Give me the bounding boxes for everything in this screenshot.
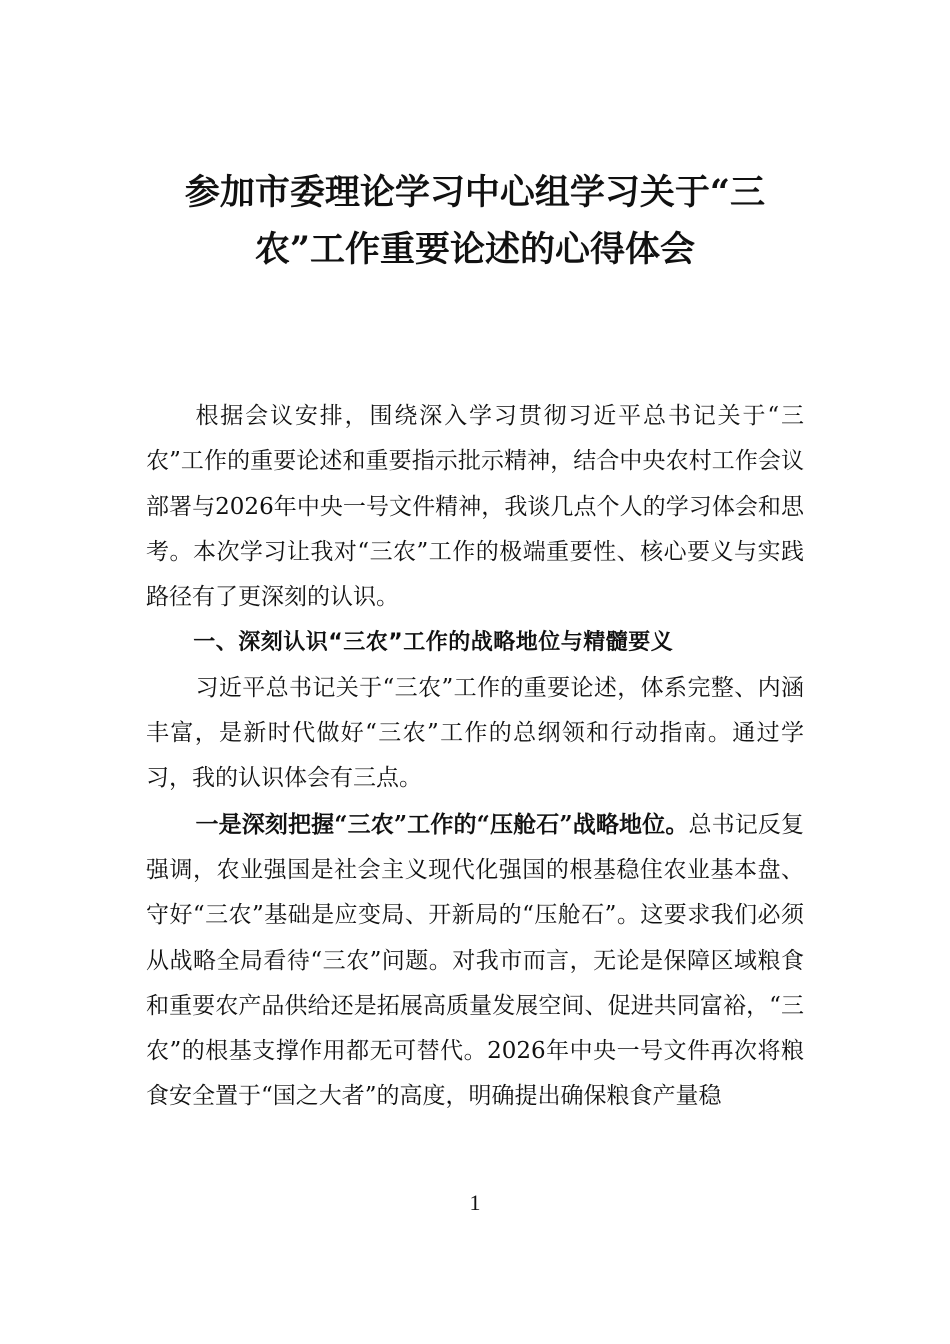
intro-paragraph: 根据会议安排，围绕深入学习贯彻习近平总书记关于“三农”工作的重要论述和重要指示批示精神，结合中央农村工作会议部署与2026年中央一号文件精神，我谈几点个人的学习体会和思考。本次学习让我对“三农”工作的极端重要性、核心要义与实践路径有了更深刻的认识。 <box>146 403 804 611</box>
document-body <box>146 394 804 1120</box>
point-1-lead: 一是深刻把握“三农”工作的“压舱石”战略地位。 <box>195 810 689 838</box>
point-1-paragraph <box>146 802 804 1120</box>
page-number: 1 <box>469 1190 481 1215</box>
document-title: 参加市委理论学习中心组学习关于“三农”工作重要论述的心得体会 <box>184 172 766 270</box>
point-1-text: 总书记反复强调，农业强国是社会主义现代化强国的根基稳住农业基本盘、守好“三农”基础是应变局、开新局的“压舱石”。这要求我们必须从战略全局看待“三农”问题。对我市而言，无论是保障区域粮食和重要农产品供给还是拓展高质量发展空间、促进共同富裕，“三农”的根基支撑作用都无可替代。2026年中央一号文件再次将粮食安全置于“国之大者”的高度，明确提出确保粮食产量稳 <box>146 811 805 1110</box>
section-1-paragraph: 习近平总书记关于“三农”工作的重要论述，体系完整、内涵丰富，是新时代做好“三农”工作的总纲领和行动指南。通过学习，我的认识体会有三点。 <box>146 674 804 792</box>
section-heading-1: 一、深刻认识“三农”工作的战略地位与精髓要义 <box>193 630 674 656</box>
